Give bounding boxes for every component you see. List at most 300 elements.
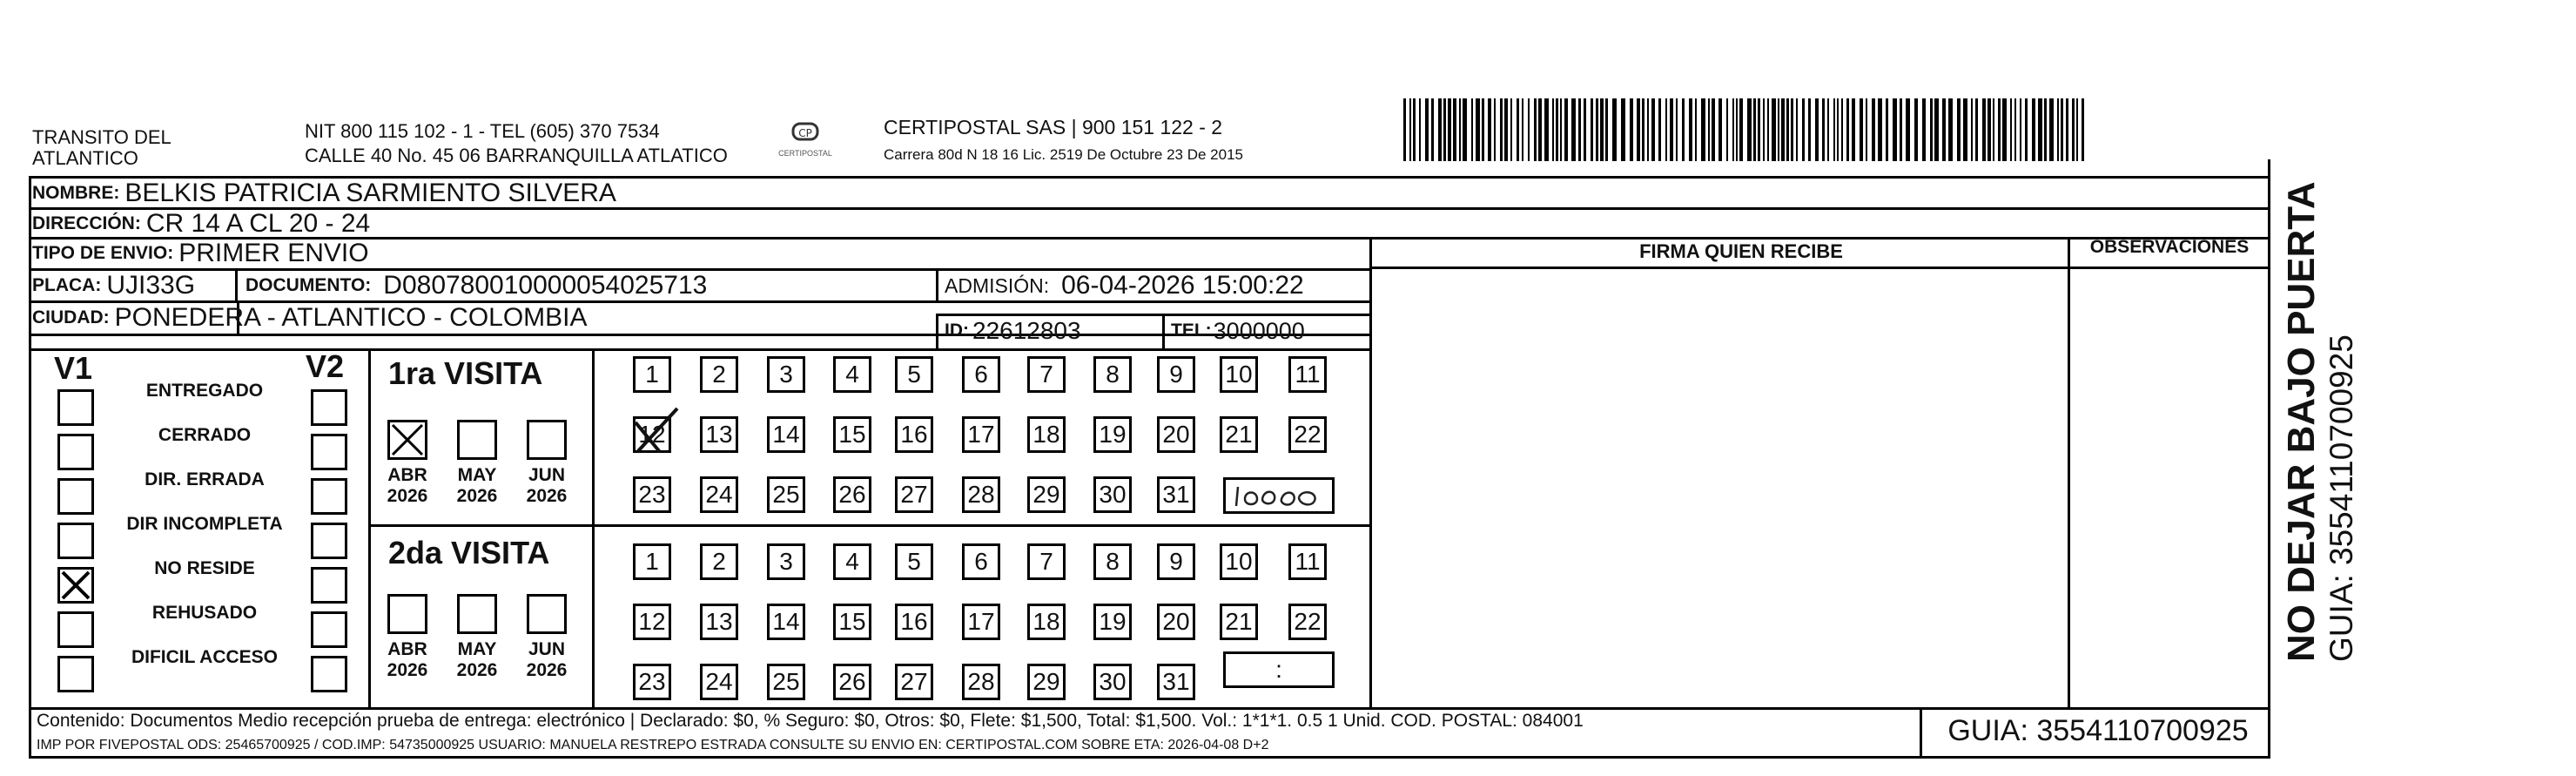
check-x-icon: [390, 422, 425, 457]
day-number: 1: [645, 361, 659, 388]
barcode-bar: [1860, 98, 1863, 161]
placa-value: UJI33G: [106, 271, 196, 300]
day-box[interactable]: [1093, 356, 1132, 393]
day-box[interactable]: [895, 356, 933, 393]
barcode-bar: [1732, 98, 1734, 161]
day-box[interactable]: [633, 604, 671, 640]
barcode-bar: [1878, 98, 1882, 161]
day-box[interactable]: [1093, 416, 1132, 453]
barcode-bar: [1934, 98, 1939, 161]
day-number: 16: [900, 608, 928, 635]
admision-field: [945, 270, 1304, 301]
day-box[interactable]: [633, 356, 671, 393]
day-number: 24: [705, 668, 733, 695]
barcode-bar: [1701, 98, 1705, 161]
firma-label: FIRMA QUIEN RECIBE: [1639, 240, 1843, 262]
barcode-bar: [1571, 98, 1576, 161]
day-number: 5: [907, 361, 921, 388]
motivo-label: ENTREGADO: [145, 381, 264, 401]
day-number: 19: [1099, 608, 1127, 635]
day-number: 14: [772, 608, 800, 635]
tel-value: 3000000: [1213, 317, 1305, 344]
barcode-bar: [2032, 98, 2035, 161]
barcode-bar: [1796, 98, 1798, 161]
first-visit-title: 1ra VISITA: [388, 355, 543, 391]
barcode-bar: [1448, 98, 1451, 161]
barcode-bar: [1459, 98, 1461, 161]
day-box[interactable]: [962, 604, 1000, 640]
day-number: 26: [838, 668, 866, 695]
day-box[interactable]: [1288, 543, 1327, 580]
barcode-bar: [1670, 98, 1673, 161]
guia-footer: GUIA: 3554110700925: [1947, 714, 2249, 747]
barcode-bar: [1425, 98, 1429, 161]
day-box[interactable]: [1027, 356, 1066, 393]
day-number: 29: [1032, 668, 1060, 695]
barcode-bar: [1647, 98, 1649, 161]
motivo-label: NO RESIDE: [154, 558, 255, 578]
barcode-bar: [1708, 98, 1710, 161]
barcode-bar: [2082, 98, 2084, 161]
barcode-bar: [1712, 98, 1715, 161]
day-number: 26: [838, 481, 866, 508]
barcode-bar: [1630, 98, 1633, 161]
day-box[interactable]: [1288, 604, 1327, 640]
day-number: 31: [1162, 481, 1190, 508]
day-box[interactable]: [700, 356, 738, 393]
barcode-bar: [1763, 98, 1765, 161]
barcode-bar: [2049, 98, 2054, 161]
day-number: 18: [1032, 421, 1060, 448]
logo-icon: [788, 122, 823, 145]
day-box[interactable]: [767, 543, 805, 580]
svg-text:CP: CP: [798, 127, 812, 139]
barcode-bar: [1578, 98, 1581, 161]
handwritten-time-icon: [1226, 480, 1332, 511]
barcode-bar: [1494, 98, 1496, 161]
day-number: 29: [1032, 481, 1060, 508]
month-label: ABR 2026: [387, 465, 428, 506]
id-label: ID:: [945, 321, 969, 341]
month-checkbox[interactable]: [387, 594, 427, 634]
barcode-bar: [1822, 98, 1825, 161]
barcode-bar: [1534, 98, 1537, 161]
barcode-bar: [1833, 98, 1835, 161]
barcode-bar: [1605, 98, 1608, 161]
barcode-bar: [1419, 98, 1421, 161]
month-checkbox[interactable]: [457, 594, 497, 634]
day-box[interactable]: [962, 416, 1000, 453]
day-box[interactable]: [833, 476, 871, 513]
barcode-bar: [2076, 98, 2078, 161]
barcode-bar: [1612, 98, 1617, 161]
barcode-bar: [1957, 98, 1961, 161]
no-dejar-warning: NO DEJAR BAJO PUERTA: [2280, 181, 2323, 662]
side-panel: [2279, 174, 2384, 662]
day-box[interactable]: [1157, 604, 1195, 640]
nombre-row: [32, 178, 616, 209]
day-number: 11: [1295, 548, 1321, 575]
tel-field: [1171, 315, 1305, 347]
day-box[interactable]: [767, 416, 805, 453]
placa-label: PLACA:: [32, 275, 102, 295]
day-number: 7: [1039, 548, 1053, 575]
barcode-bar: [2038, 98, 2042, 161]
first-visit-time-box[interactable]: [1223, 477, 1335, 514]
barcode-bar: [1930, 98, 1933, 161]
admision-value: 06-04-2026 15:00:22: [1061, 271, 1304, 300]
tipo-label: TIPO DE ENVIO:: [32, 243, 174, 263]
barcode-bar: [1975, 98, 1978, 161]
barcode-bar: [1528, 98, 1530, 161]
barcode-bar: [2066, 98, 2068, 161]
nombre-label: NOMBRE:: [32, 183, 120, 203]
barcode-bar: [2025, 98, 2028, 161]
day-box[interactable]: [700, 543, 738, 580]
barcode-bar: [1596, 98, 1598, 161]
barcode-bar: [1886, 98, 1888, 161]
day-box[interactable]: [767, 476, 805, 513]
v1-label: V1: [54, 350, 93, 386]
day-number: 25: [772, 668, 800, 695]
barcode-bar: [1739, 98, 1743, 161]
barcode-bar: [1718, 98, 1722, 161]
day-box[interactable]: [833, 543, 871, 580]
sender-contact: NIT 800 115 102 - 1 - TEL (605) 370 7534 CALLE 40 No. 45 06 BARRANQUILLA ATLATICO: [305, 120, 728, 166]
month-checkbox[interactable]: [387, 420, 427, 460]
barcode-bar: [1621, 98, 1625, 161]
day-number: 23: [638, 668, 666, 695]
barcode-bar: [1517, 98, 1519, 161]
barcode-bar: [1846, 98, 1849, 161]
second-visit-time-box[interactable]: :: [1223, 651, 1335, 688]
barcode-bar: [1998, 98, 2001, 161]
barcode-bar: [1552, 98, 1554, 161]
barcode-bar: [1922, 98, 1926, 161]
day-box[interactable]: [1220, 416, 1258, 453]
month-checkbox[interactable]: [527, 420, 567, 460]
day-box[interactable]: [833, 356, 871, 393]
barcode-bar: [1893, 98, 1897, 161]
certipostal-logo: CP CERTIPOSTAL: [766, 122, 844, 158]
barcode-bar: [1488, 98, 1491, 161]
direccion-value: CR 14 A CL 20 - 24: [145, 209, 371, 238]
contenido-text: Contenido: Documentos Medio recepción prueba de entrega: electrónico | Declarado: $0, % Seguro: $0, Otros: $0, Flete: $1,500, Total: $1,500. Vol.: 1*1*1. 0.5 1 Unid. COD. POSTAL: 084001: [37, 711, 1584, 731]
barcode-bar: [1815, 98, 1819, 161]
barcode-bar: [1591, 98, 1593, 161]
day-number: 15: [838, 608, 866, 635]
day-box[interactable]: [962, 543, 1000, 580]
day-number: 22: [1294, 421, 1322, 448]
barcode-bar: [1758, 98, 1760, 161]
day-box[interactable]: [1157, 664, 1195, 700]
barcode-bar: [1689, 98, 1692, 161]
barcode-bar: [2014, 98, 2016, 161]
motivo-label: CERRADO: [158, 425, 252, 445]
barcode-bar: [2072, 98, 2075, 161]
day-number: 25: [772, 481, 800, 508]
barcode-bar: [1431, 98, 1434, 161]
barcode-bar: [1987, 98, 1991, 161]
barcode-bar: [1564, 98, 1568, 161]
barcode-bar: [1482, 98, 1484, 161]
month-checkbox[interactable]: [527, 594, 567, 634]
tel-label: TEL:: [1171, 321, 1212, 341]
barcode-bar: [1791, 98, 1793, 161]
barcode-bar: [2002, 98, 2007, 161]
day-number: 16: [900, 421, 928, 448]
day-box[interactable]: [1220, 543, 1258, 580]
barcode-bar: [1500, 98, 1503, 161]
day-box[interactable]: [833, 664, 871, 700]
day-number: 10: [1225, 548, 1253, 575]
barcode-bar: [1676, 98, 1678, 161]
day-box[interactable]: [767, 356, 805, 393]
day-box[interactable]: [1220, 604, 1258, 640]
day-box[interactable]: [633, 664, 671, 700]
barcode-bar: [1786, 98, 1789, 161]
day-number: 9: [1169, 361, 1183, 388]
barcode-bar: [1476, 98, 1480, 161]
admision-label: ADMISIÓN:: [945, 273, 1050, 297]
day-number: 4: [845, 361, 859, 388]
day-number: 1: [645, 548, 659, 575]
day-number: 4: [845, 548, 859, 575]
day-box[interactable]: [1027, 604, 1066, 640]
barcode-bar: [1682, 98, 1685, 161]
barcode-bar: [1778, 98, 1779, 161]
barcode-bar: [1695, 98, 1697, 161]
guia-vertical: GUIA: 3554110700925: [2324, 334, 2359, 662]
barcode-bar: [2010, 98, 2012, 161]
day-box[interactable]: [1157, 356, 1195, 393]
day-number: 28: [967, 481, 995, 508]
barcode-bar: [1866, 98, 1867, 161]
day-number: 6: [974, 361, 988, 388]
company-info: CERTIPOSTAL SAS | 900 151 122 - 2 Carrera 80d N 18 16 Lic. 2519 De Octubre 23 De 2015: [884, 116, 1243, 163]
month-checkbox[interactable]: [457, 420, 497, 460]
barcode-bar: [1837, 98, 1839, 161]
motivo-label: DIR INCOMPLETA: [126, 514, 283, 534]
imp-text: IMP POR FIVEPOSTAL ODS: 25465700925 / COD.IMP: 54735000925 USUARIO: MANUELA RESTREPO ESTRADA CONSULTE SU ENVIO EN: CERTIPOSTAL.COM SOBRE ETA: 2026-04-08 D+2: [37, 738, 1269, 752]
day-box[interactable]: [1288, 356, 1327, 393]
day-number: 13: [705, 421, 733, 448]
documento-label: DOCUMENTO:: [245, 275, 372, 295]
barcode-bar: [1900, 98, 1902, 161]
barcode-bar: [1538, 98, 1542, 161]
barcode-bar: [1971, 98, 1973, 161]
motivo-label: DIR. ERRADA: [145, 469, 265, 489]
day-box[interactable]: [1093, 664, 1132, 700]
day-box[interactable]: [895, 476, 933, 513]
barcode-bar: [1584, 98, 1586, 161]
id-field: [945, 315, 1081, 347]
barcode-bar: [1665, 98, 1667, 161]
day-number: 27: [900, 668, 928, 695]
day-box[interactable]: [895, 604, 933, 640]
barcode-bar: [2057, 98, 2059, 161]
day-box[interactable]: [1027, 543, 1066, 580]
barcode-bar: [1409, 98, 1411, 161]
day-number: 17: [967, 421, 995, 448]
day-number: 18: [1032, 608, 1060, 635]
barcode-bar: [1747, 98, 1752, 161]
day-box[interactable]: [895, 664, 933, 700]
day-number: 19: [1099, 421, 1127, 448]
day-box[interactable]: [962, 476, 1000, 513]
day-number: 21: [1225, 608, 1253, 635]
day-number: 5: [907, 548, 921, 575]
month-label: JUN 2026: [526, 639, 568, 680]
month-label: MAY 2026: [456, 639, 498, 680]
barcode-bar: [1993, 98, 1994, 161]
day-box[interactable]: [1157, 543, 1195, 580]
day-number: 15: [838, 421, 866, 448]
day-box[interactable]: [1220, 356, 1258, 393]
day-box[interactable]: [633, 416, 671, 453]
day-box[interactable]: [1093, 543, 1132, 580]
day-box[interactable]: [633, 476, 671, 513]
day-box[interactable]: [1093, 604, 1132, 640]
day-box[interactable]: [700, 664, 738, 700]
day-box[interactable]: [1093, 476, 1132, 513]
barcode-bar: [1852, 98, 1855, 161]
day-number: 21: [1225, 421, 1253, 448]
day-number: 22: [1294, 608, 1322, 635]
day-number: 3: [779, 548, 793, 575]
barcode-bar: [1560, 98, 1562, 161]
day-number: 28: [967, 668, 995, 695]
day-number: 6: [974, 548, 988, 575]
day-box[interactable]: [1288, 416, 1327, 453]
barcode-bar: [1942, 98, 1946, 161]
barcode-bar: [1637, 98, 1640, 161]
barcode-bar: [1651, 98, 1655, 161]
barcode-bar: [1914, 98, 1918, 161]
barcode-bar: [1841, 98, 1843, 161]
day-number: 24: [705, 481, 733, 508]
day-box[interactable]: [633, 543, 671, 580]
day-number: 30: [1099, 481, 1127, 508]
barcode-bar: [1504, 98, 1508, 161]
barcode-bar: [1658, 98, 1661, 161]
sender-name: TRANSITO DEL ATLANTICO: [32, 126, 172, 169]
barcode-bar: [1471, 98, 1473, 161]
day-box[interactable]: [895, 543, 933, 580]
month-label: JUN 2026: [526, 465, 568, 506]
barcode-bar: [1872, 98, 1875, 161]
barcode-bar: [1438, 98, 1442, 161]
barcode-bar: [2061, 98, 2063, 161]
day-number: 20: [1162, 421, 1190, 448]
day-number: 12: [638, 608, 666, 635]
documento-field: [245, 270, 707, 301]
v2-label: V2: [306, 348, 345, 384]
barcode-bar: [1802, 98, 1805, 161]
day-number: 12: [638, 421, 666, 448]
direccion-row: [32, 208, 370, 240]
day-number: 9: [1169, 548, 1183, 575]
day-box[interactable]: [962, 664, 1000, 700]
month-label: MAY 2026: [456, 465, 498, 506]
tipo-row: [32, 238, 369, 269]
day-box[interactable]: [700, 476, 738, 513]
day-box[interactable]: [895, 416, 933, 453]
day-box[interactable]: [1157, 416, 1195, 453]
day-number: 8: [1106, 548, 1120, 575]
day-box[interactable]: [1027, 664, 1066, 700]
ciudad-value: PONEDERA - ATLANTICO - COLOMBIA: [114, 303, 588, 332]
barcode-bar: [1736, 98, 1738, 161]
barcode-bar: [1982, 98, 1986, 161]
day-box[interactable]: [767, 604, 805, 640]
barcode-bar: [1403, 98, 1406, 161]
barcode-bar: [1544, 98, 1549, 161]
day-number: 13: [705, 608, 733, 635]
day-number: 30: [1099, 668, 1127, 695]
barcode-bar: [1772, 98, 1776, 161]
barcode-bar: [1522, 98, 1523, 161]
barcode-bar: [1453, 98, 1456, 161]
barcode-bar: [1808, 98, 1811, 161]
barcode-bar: [1781, 98, 1785, 161]
day-number: 8: [1106, 361, 1120, 388]
barcode-bar: [1556, 98, 1558, 161]
check-x-icon: [630, 403, 683, 455]
day-number: 7: [1039, 361, 1053, 388]
ciudad-label: CIUDAD:: [32, 307, 110, 327]
day-number: 23: [638, 481, 666, 508]
barcode-bar: [1413, 98, 1416, 161]
barcode-bar: [1906, 98, 1910, 161]
day-box[interactable]: [833, 604, 871, 640]
day-box[interactable]: [1027, 476, 1066, 513]
day-box[interactable]: [767, 664, 805, 700]
day-number: 10: [1225, 361, 1253, 388]
barcode-bar: [1753, 98, 1756, 161]
placa-row: [32, 270, 195, 301]
day-number: 31: [1162, 668, 1190, 695]
day-box[interactable]: [700, 604, 738, 640]
observaciones-label: OBSERVACIONES: [2089, 237, 2250, 257]
day-box[interactable]: [1027, 416, 1066, 453]
day-number: 14: [772, 421, 800, 448]
barcode-bar: [1963, 98, 1967, 161]
motivo-label: REHUSADO: [151, 603, 258, 623]
direccion-label: DIRECCIÓN:: [32, 213, 141, 233]
motivo-label: DIFICIL ACCESO: [131, 647, 278, 667]
barcode-bar: [1642, 98, 1644, 161]
day-number: 27: [900, 481, 928, 508]
day-box[interactable]: [700, 416, 738, 453]
day-box[interactable]: [1157, 476, 1195, 513]
barcode-bar: [1443, 98, 1446, 161]
tipo-value: PRIMER ENVIO: [178, 239, 369, 267]
barcode-bar: [1948, 98, 1953, 161]
day-number: 11: [1295, 361, 1321, 388]
day-number: 20: [1162, 608, 1190, 635]
barcode-bar: [2044, 98, 2047, 161]
barcode-bar: [1827, 98, 1829, 161]
barcode-bar: [1510, 98, 1512, 161]
day-box[interactable]: [833, 416, 871, 453]
barcode: [1403, 98, 2089, 161]
day-box[interactable]: [962, 356, 1000, 393]
documento-value: D080780010000054025713: [383, 271, 708, 300]
nombre-value: BELKIS PATRICIA SARMIENTO SILVERA: [124, 179, 616, 207]
barcode-bar: [1463, 98, 1467, 161]
day-number: 2: [712, 548, 726, 575]
